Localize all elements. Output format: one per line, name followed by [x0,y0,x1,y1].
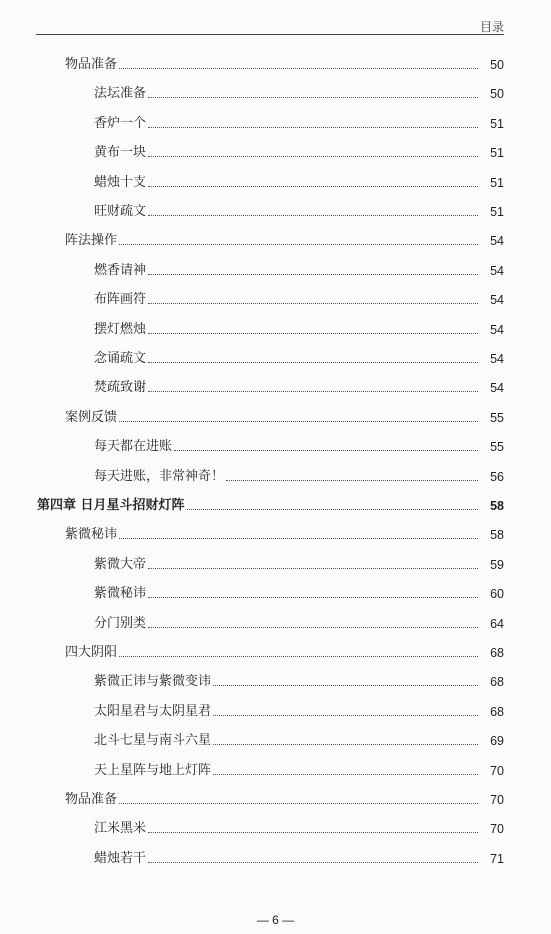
toc-entry[interactable] [0,669,551,691]
toc-entry-title: 黄布一块 [94,145,147,161]
toc-entry-title: 燃香请神 [94,262,147,278]
toc-leader-dots [119,538,478,539]
toc-entry-title: 每天都在进账 [94,439,173,455]
toc-chapter-entry[interactable] [0,493,551,515]
toc-entry-page: 54 [490,234,504,249]
toc-leader-dots [148,832,478,833]
toc-entry-page: 70 [490,822,504,837]
toc-leader-dots [119,68,478,69]
toc-entry-page: 54 [490,293,504,308]
toc-entry-page: 54 [490,381,504,396]
toc-leader-dots [148,862,478,863]
toc-entry-title: 紫微大帝 [94,556,147,572]
toc-entry-title: 阵法操作 [65,233,118,249]
toc-entry-title: 物品准备 [65,57,118,72]
toc-entry-page: 68 [490,646,504,660]
toc-entry-title: 四大阴阳 [65,645,118,660]
toc-entry-title: 紫微正讳与紫微变讳 [94,674,212,690]
toc-leader-dots [213,685,478,686]
toc-entry-page: 59 [490,557,504,572]
toc-entry[interactable] [0,728,551,750]
toc-leader-dots [119,421,478,422]
toc-entry-page: 51 [490,116,504,131]
toc-entry[interactable] [0,846,551,868]
toc-entry-page: 50 [490,87,504,102]
toc-entry-title: 焚疏致谢 [94,380,147,396]
toc-entry-title: 第四章 日月星斗招财灯阵 [37,498,185,513]
toc-leader-dots [174,450,478,451]
toc-entry-page: 54 [490,352,504,366]
toc-entry[interactable] [0,522,551,544]
toc-entry-title: 太阳星君与太阴星君 [94,703,212,719]
toc-entry[interactable] [0,816,551,838]
toc-entry-title: 蜡烛若干 [94,850,147,866]
toc-leader-dots [213,774,478,775]
toc-leader-dots [226,480,478,481]
toc-entry[interactable] [0,199,551,221]
toc-leader-dots [213,744,478,745]
toc-entry-title: 香炉一个 [94,115,147,131]
toc-leader-dots [213,715,478,716]
toc-entry[interactable] [0,258,551,280]
toc-entry[interactable] [0,317,551,339]
toc-leader-dots [187,509,478,510]
header-divider [36,34,504,35]
toc-entry-page: 58 [490,528,504,543]
toc-entry[interactable] [0,787,551,809]
toc-leader-dots [148,597,478,598]
toc-entry-page: 70 [490,793,504,807]
toc-entry[interactable] [0,346,551,368]
toc-leader-dots [148,97,478,98]
toc-entry-page: 56 [490,469,504,484]
toc-leader-dots [148,127,478,128]
toc-leader-dots [148,627,478,628]
toc-entry-title: 紫微秘讳 [65,527,118,543]
toc-entry[interactable] [0,228,551,250]
toc-entry-title: 北斗七星与南斗六星 [94,733,212,749]
toc-entry-page: 68 [490,704,504,719]
toc-entry[interactable] [0,287,551,309]
toc-leader-dots [119,803,478,804]
toc-entry-title: 江米黑米 [94,821,147,837]
toc-leader-dots [148,362,478,363]
toc-leader-dots [148,215,478,216]
toc-entry[interactable] [0,758,551,780]
toc-entry-title: 念诵疏文 [94,351,147,366]
toc-entry[interactable] [0,140,551,162]
page-number: — 6 — [256,913,295,927]
toc-entry-title: 旺财疏文 [94,204,147,219]
toc-entry-page: 55 [490,440,504,455]
toc-entry-title: 蜡烛十支 [94,174,147,190]
toc-entry[interactable] [0,111,551,133]
toc-leader-dots [119,656,478,657]
running-header: 目录 [479,20,504,34]
toc-entry-page: 50 [490,58,504,72]
toc-leader-dots [148,156,478,157]
toc-entry-page: 51 [490,175,504,190]
toc-entry-title: 分门别类 [94,615,147,631]
toc-entry-title: 摆灯燃烛 [94,321,147,337]
toc-entry-title: 布阵画符 [94,292,147,308]
toc-entry[interactable] [0,699,551,721]
toc-leader-dots [148,391,478,392]
toc-leader-dots [119,244,478,245]
toc-entry-title: 物品准备 [65,792,118,807]
toc-entry[interactable] [0,434,551,456]
toc-entry[interactable] [0,552,551,574]
toc-entry-page: 51 [490,146,504,161]
toc-entry-page: 68 [490,675,504,690]
toc-entry-page: 54 [490,322,504,337]
toc-entry[interactable] [0,170,551,192]
toc-entry-title: 法坛准备 [94,86,147,102]
toc-entry-page: 70 [490,763,504,778]
toc-entry-page: 69 [490,734,504,749]
toc-entry-title: 案例反馈 [65,409,118,425]
toc-entry[interactable] [0,611,551,633]
toc-entry[interactable] [0,464,551,486]
toc-leader-dots [148,186,478,187]
toc-entry-page: 54 [490,263,504,278]
toc-entry-page: 58 [490,499,504,513]
toc-entry[interactable] [0,375,551,397]
toc-entry-title: 天上星阵与地上灯阵 [94,762,212,778]
toc-leader-dots [148,303,478,304]
toc-leader-dots [148,568,478,569]
toc-leader-dots [148,333,478,334]
toc-entry-title: 紫微秘讳 [94,586,147,602]
toc-entry[interactable] [0,405,551,427]
toc-leader-dots [148,274,478,275]
toc-entry-page: 55 [490,410,504,425]
toc-entry-page: 60 [490,587,504,602]
toc-entry[interactable] [0,52,551,74]
toc-entry-page: 64 [490,616,504,631]
toc-entry-page: 71 [490,851,504,866]
toc-entry-title: 每天进账，非常神奇！ [94,468,225,484]
toc-entry[interactable] [0,81,551,103]
toc-entry[interactable] [0,581,551,603]
toc-entry[interactable] [0,640,551,662]
toc-entry-page: 51 [490,205,504,219]
